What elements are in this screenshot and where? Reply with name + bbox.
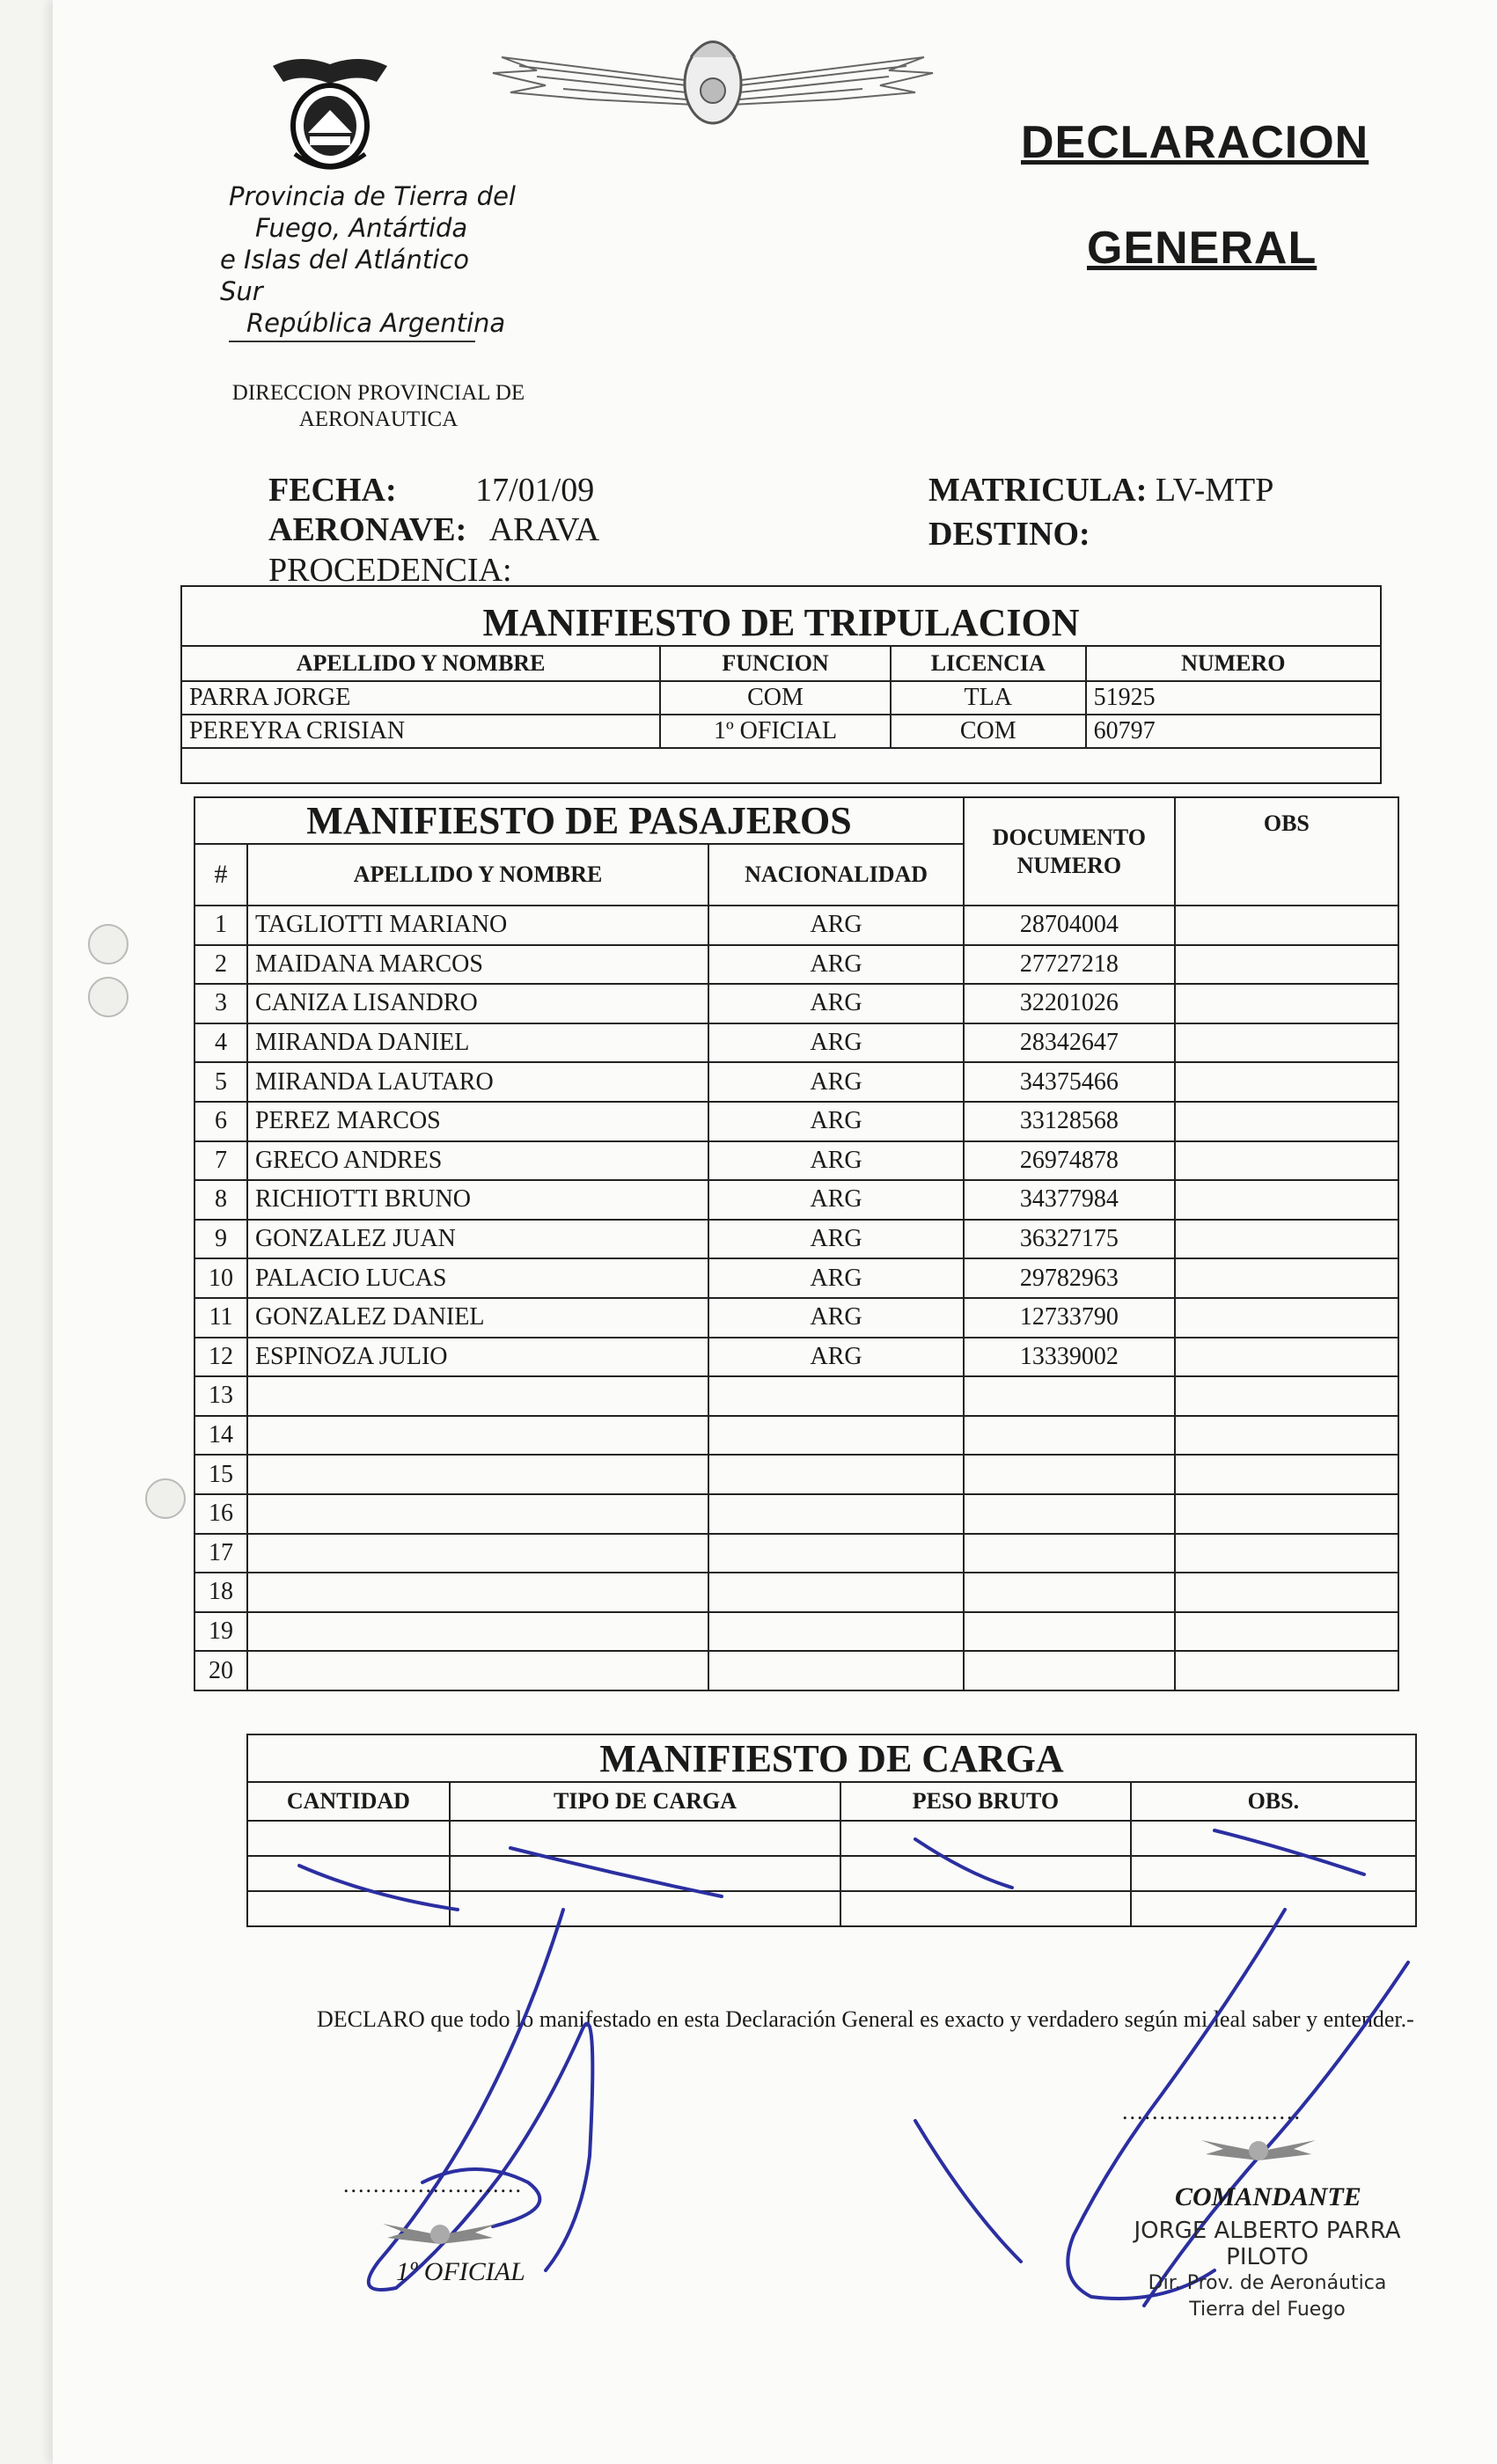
aeronautics-wings-icon	[484, 22, 942, 145]
table-row	[194, 906, 1398, 945]
passenger-document	[964, 1376, 1175, 1416]
commander-stamp	[1082, 2218, 1452, 2323]
punch-hole	[88, 977, 128, 1017]
crew-funcion: 1º OFICIAL	[660, 715, 891, 748]
passenger-number: 18	[194, 1573, 247, 1612]
province-name	[220, 180, 519, 339]
passenger-document: 26974878	[964, 1141, 1175, 1181]
crew-name: PEREYRA CRISIAN	[181, 715, 660, 748]
passenger-obs	[1175, 1416, 1398, 1456]
passenger-nationality	[708, 1651, 964, 1690]
table-row	[194, 1376, 1398, 1416]
passenger-document: 28704004	[964, 906, 1175, 945]
passenger-number: 17	[194, 1534, 247, 1573]
passenger-document: 27727218	[964, 945, 1175, 985]
passenger-name: GRECO ANDRES	[247, 1141, 708, 1181]
title-declaracion: DECLARACION	[1021, 117, 1369, 168]
first-officer-label: 1º OFICIAL	[396, 2257, 525, 2286]
passenger-name	[247, 1612, 708, 1652]
cargo-title: MANIFIESTO DE CARGA	[247, 1734, 1416, 1782]
passenger-number: 1	[194, 906, 247, 945]
passenger-name: PALACIO LUCAS	[247, 1258, 708, 1298]
passenger-obs	[1175, 1102, 1398, 1141]
fecha-field	[268, 471, 594, 510]
province-line: Fuego, Antártida	[255, 213, 468, 243]
passenger-number: 5	[194, 1062, 247, 1102]
passenger-obs	[1175, 906, 1398, 945]
passenger-nationality: ARG	[708, 1220, 964, 1259]
passenger-name: MIRANDA DANIEL	[247, 1023, 708, 1063]
table-row	[194, 984, 1398, 1023]
passenger-number: 4	[194, 1023, 247, 1063]
province-line: República Argentina	[246, 308, 506, 338]
passenger-document	[964, 1416, 1175, 1456]
cargo-col-obs: OBS.	[1131, 1782, 1416, 1821]
passenger-nationality: ARG	[708, 945, 964, 985]
punch-hole	[145, 1478, 186, 1519]
table-row	[181, 748, 1381, 783]
passenger-number: 3	[194, 984, 247, 1023]
table-row	[194, 945, 1398, 985]
passenger-nationality: ARG	[708, 1180, 964, 1220]
table-row	[194, 1220, 1398, 1259]
passenger-document: 28342647	[964, 1023, 1175, 1063]
destino-label: DESTINO:	[928, 516, 1090, 553]
passenger-col-number: #	[194, 844, 247, 906]
passenger-obs	[1175, 1534, 1398, 1573]
passenger-number: 20	[194, 1651, 247, 1690]
passenger-number: 14	[194, 1416, 247, 1456]
table-row	[194, 1573, 1398, 1612]
passenger-number: 2	[194, 945, 247, 985]
passenger-manifest-table	[194, 796, 1399, 1691]
passenger-nationality: ARG	[708, 1023, 964, 1063]
table-row	[194, 1258, 1398, 1298]
crew-funcion: COM	[660, 681, 891, 715]
passenger-document: 34377984	[964, 1180, 1175, 1220]
passenger-nationality: ARG	[708, 984, 964, 1023]
province-line: Provincia de Tierra del	[229, 181, 516, 211]
table-row	[194, 1023, 1398, 1063]
document-page	[53, 0, 1497, 2464]
passenger-nationality	[708, 1573, 964, 1612]
passenger-document: 12733790	[964, 1298, 1175, 1338]
aeronave-value: ARAVA	[488, 511, 600, 548]
matricula-value: LV-MTP	[1155, 472, 1274, 509]
table-row	[181, 681, 1381, 715]
passenger-document: 36327175	[964, 1220, 1175, 1259]
passenger-col-nationality: NACIONALIDAD	[708, 844, 964, 906]
direccion-line: DIRECCION PROVINCIAL DE	[231, 381, 525, 405]
passenger-nationality: ARG	[708, 1298, 964, 1338]
passenger-name: MIRANDA LAUTARO	[247, 1062, 708, 1102]
passenger-obs	[1175, 945, 1398, 985]
passenger-name: MAIDANA MARCOS	[247, 945, 708, 985]
cargo-col-tipo: TIPO DE CARGA	[450, 1782, 840, 1821]
title-general: GENERAL	[1087, 223, 1317, 274]
passenger-number: 16	[194, 1494, 247, 1534]
passenger-number: 12	[194, 1338, 247, 1377]
passenger-nationality	[708, 1455, 964, 1494]
passenger-name: ESPINOZA JULIO	[247, 1338, 708, 1377]
procedencia-label: PROCEDENCIA:	[268, 552, 512, 589]
passenger-name: RICHIOTTI BRUNO	[247, 1180, 708, 1220]
passenger-document: 33128568	[964, 1102, 1175, 1141]
crew-numero: 60797	[1086, 715, 1381, 748]
passenger-obs	[1175, 1651, 1398, 1690]
passenger-nationality: ARG	[708, 1062, 964, 1102]
passenger-number: 13	[194, 1376, 247, 1416]
crew-manifest-table	[180, 585, 1382, 784]
table-row	[194, 1180, 1398, 1220]
passenger-obs	[1175, 1494, 1398, 1534]
passenger-document	[964, 1494, 1175, 1534]
passenger-obs	[1175, 984, 1398, 1023]
passenger-number: 15	[194, 1455, 247, 1494]
passenger-document: 29782963	[964, 1258, 1175, 1298]
passenger-document	[964, 1534, 1175, 1573]
declaration-text: DECLARO que todo lo manifestado en esta Declaración General es exacto y verdadero según mi leal saber y entender.-	[317, 2006, 1414, 2032]
table-row	[194, 1062, 1398, 1102]
passenger-title: MANIFIESTO DE PASAJEROS	[194, 797, 964, 844]
passenger-obs	[1175, 1298, 1398, 1338]
passenger-nationality	[708, 1416, 964, 1456]
matricula-field	[928, 471, 1273, 510]
fecha-label: FECHA:	[268, 472, 397, 509]
passenger-number: 9	[194, 1220, 247, 1259]
table-row	[194, 1612, 1398, 1652]
passenger-number: 11	[194, 1298, 247, 1338]
stamp-line: Tierra del Fuego	[1189, 2299, 1346, 2321]
stamp-line: Dir. Prov. de Aeronáutica	[1148, 2272, 1387, 2294]
passenger-name: GONZALEZ JUAN	[247, 1220, 708, 1259]
passenger-name: PEREZ MARCOS	[247, 1102, 708, 1141]
crew-empty-row	[181, 748, 1381, 783]
passenger-document	[964, 1573, 1175, 1612]
passenger-nationality	[708, 1612, 964, 1652]
fecha-value: 17/01/09	[475, 472, 595, 509]
signature-dots-right: ........................	[1122, 2099, 1302, 2124]
stamp-line: PILOTO	[1226, 2244, 1309, 2270]
crew-title: MANIFIESTO DE TRIPULACION	[181, 586, 1381, 646]
wings-stamp-icon	[378, 2213, 502, 2257]
destino-field	[928, 515, 1090, 554]
passenger-nationality	[708, 1534, 964, 1573]
passenger-document: 13339002	[964, 1338, 1175, 1377]
passenger-obs	[1175, 1141, 1398, 1181]
passenger-name	[247, 1455, 708, 1494]
table-row	[181, 715, 1381, 748]
crew-col-name: APELLIDO Y NOMBRE	[181, 646, 660, 681]
divider	[229, 341, 475, 342]
table-row	[194, 1298, 1398, 1338]
passenger-document	[964, 1455, 1175, 1494]
passenger-obs	[1175, 1612, 1398, 1652]
passenger-name: GONZALEZ DANIEL	[247, 1298, 708, 1338]
passenger-name	[247, 1534, 708, 1573]
passenger-name	[247, 1376, 708, 1416]
table-row	[194, 1416, 1398, 1456]
passenger-col-obs: OBS	[1175, 797, 1398, 906]
passenger-obs	[1175, 1180, 1398, 1220]
passenger-col-doc: DOCUMENTO NUMERO	[964, 797, 1175, 906]
passenger-name: CANIZA LISANDRO	[247, 984, 708, 1023]
passenger-obs	[1175, 1338, 1398, 1377]
table-row	[194, 1141, 1398, 1181]
aeronave-field	[268, 510, 599, 549]
passenger-number: 6	[194, 1102, 247, 1141]
passenger-obs	[1175, 1455, 1398, 1494]
table-row	[194, 1338, 1398, 1377]
direccion-name	[220, 380, 537, 433]
passenger-document: 34375466	[964, 1062, 1175, 1102]
passenger-nationality: ARG	[708, 1102, 964, 1141]
passenger-obs	[1175, 1023, 1398, 1063]
passenger-nationality	[708, 1494, 964, 1534]
table-row	[194, 1651, 1398, 1690]
passenger-name	[247, 1573, 708, 1612]
passenger-obs	[1175, 1258, 1398, 1298]
crew-name: PARRA JORGE	[181, 681, 660, 715]
passenger-number: 10	[194, 1258, 247, 1298]
crew-col-numero: NUMERO	[1086, 646, 1381, 681]
passenger-document	[964, 1651, 1175, 1690]
procedencia-field	[268, 551, 512, 590]
table-row	[194, 1534, 1398, 1573]
passenger-number: 7	[194, 1141, 247, 1181]
province-line: e Islas del Atlántico Sur	[220, 245, 469, 306]
passenger-number: 19	[194, 1612, 247, 1652]
passenger-nationality: ARG	[708, 1141, 964, 1181]
signature-dots-left: ........................	[343, 2172, 523, 2197]
crew-numero: 51925	[1086, 681, 1381, 715]
aeronave-label: AERONAVE:	[268, 511, 467, 548]
passenger-nationality: ARG	[708, 906, 964, 945]
passenger-number: 8	[194, 1180, 247, 1220]
passenger-name	[247, 1494, 708, 1534]
table-row	[194, 1455, 1398, 1494]
punch-hole	[88, 924, 128, 964]
passenger-document	[964, 1612, 1175, 1652]
passenger-obs	[1175, 1376, 1398, 1416]
passenger-obs	[1175, 1220, 1398, 1259]
cargo-col-cantidad: CANTIDAD	[247, 1782, 450, 1821]
table-row	[194, 1102, 1398, 1141]
crew-licencia: TLA	[891, 681, 1086, 715]
cargo-col-peso: PESO BRUTO	[840, 1782, 1131, 1821]
commander-label: COMANDANTE	[1175, 2182, 1361, 2211]
province-emblem-icon	[264, 48, 396, 172]
passenger-nationality: ARG	[708, 1258, 964, 1298]
passenger-document: 32201026	[964, 984, 1175, 1023]
crew-licencia: COM	[891, 715, 1086, 748]
passenger-name	[247, 1416, 708, 1456]
crew-col-funcion: FUNCION	[660, 646, 891, 681]
passenger-nationality	[708, 1376, 964, 1416]
table-row	[194, 1494, 1398, 1534]
passenger-name: TAGLIOTTI MARIANO	[247, 906, 708, 945]
passenger-nationality: ARG	[708, 1338, 964, 1377]
wings-stamp-icon	[1197, 2130, 1320, 2174]
direccion-line: AERONAUTICA	[298, 407, 459, 431]
stamp-line: JORGE ALBERTO PARRA	[1134, 2218, 1401, 2244]
passenger-col-name: APELLIDO Y NOMBRE	[247, 844, 708, 906]
passenger-obs	[1175, 1062, 1398, 1102]
passenger-obs	[1175, 1573, 1398, 1612]
matricula-label: MATRICULA:	[928, 472, 1148, 509]
passenger-name	[247, 1651, 708, 1690]
crew-col-licencia: LICENCIA	[891, 646, 1086, 681]
